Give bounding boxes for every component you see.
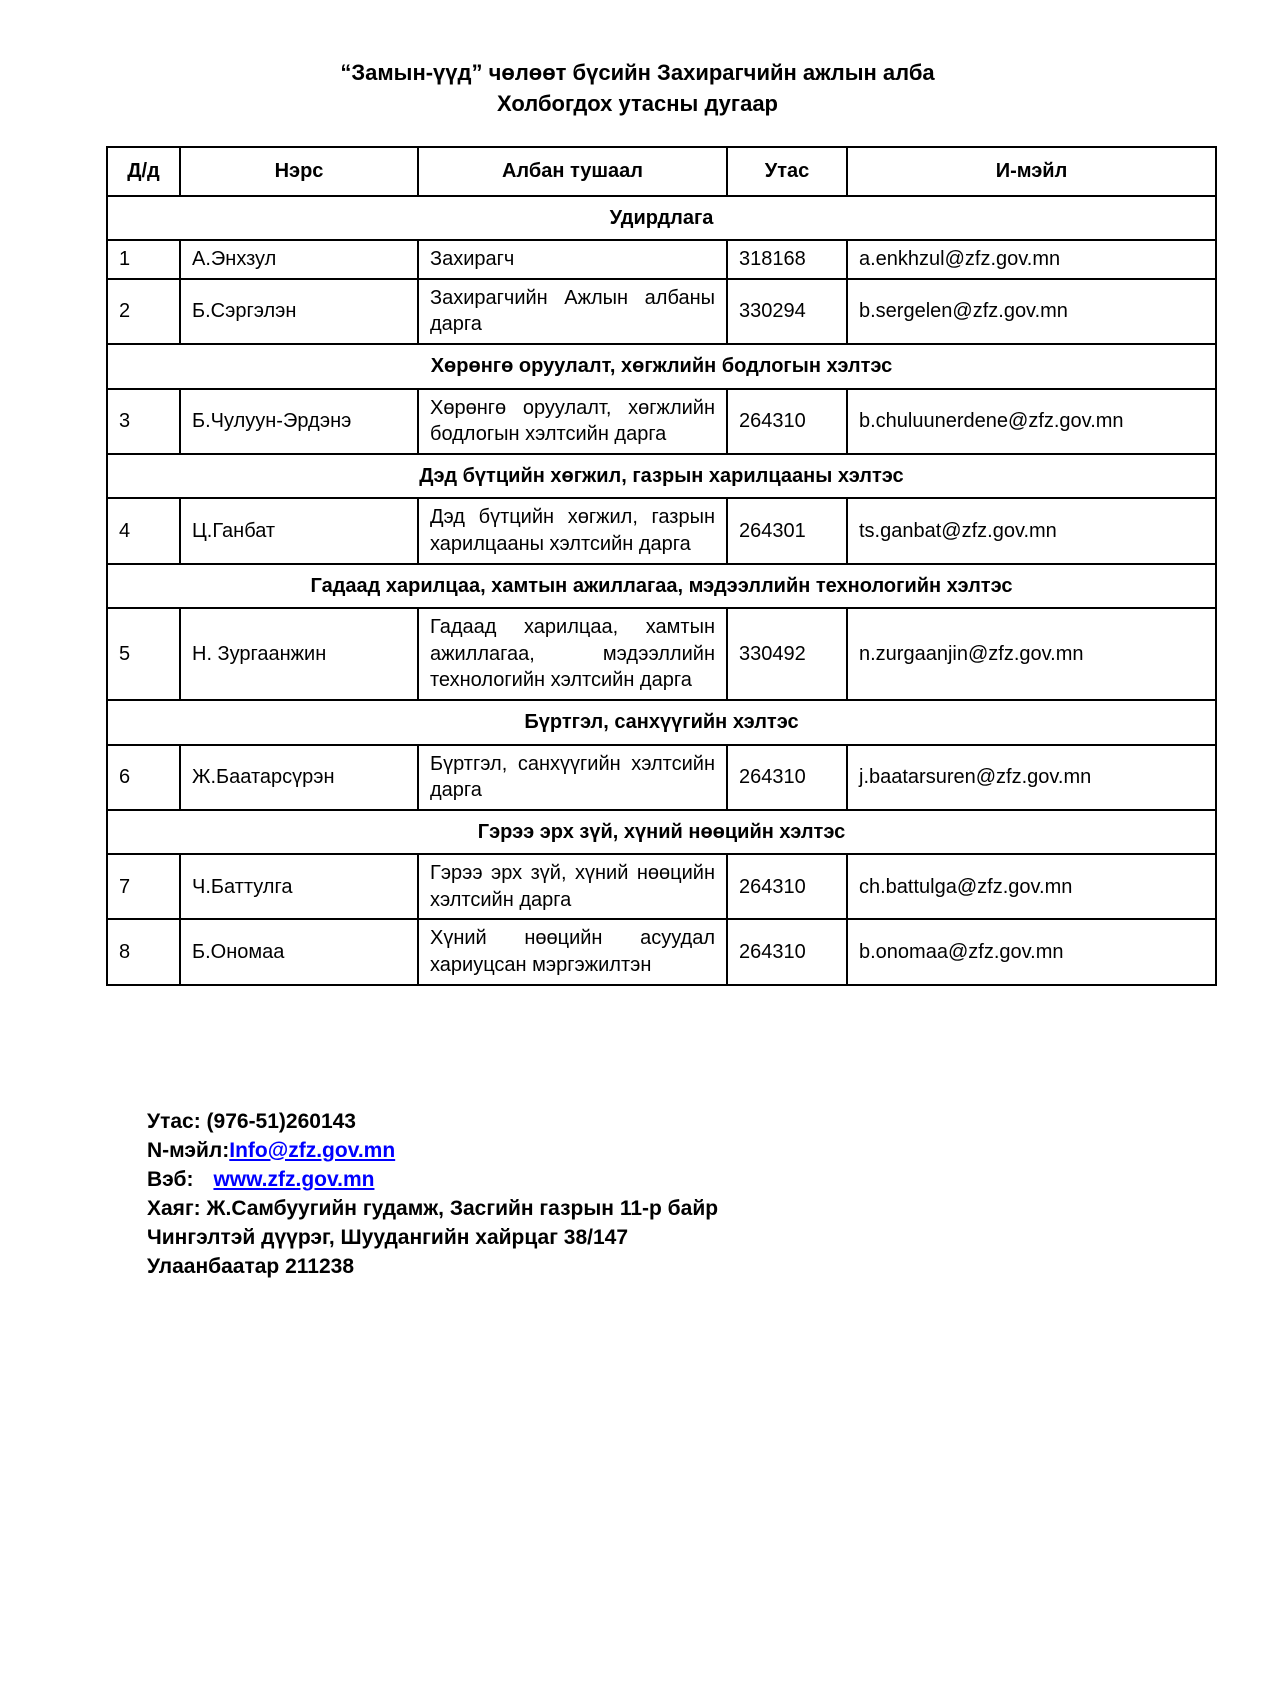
phone-cell: 264310: [727, 919, 847, 984]
email-cell: j.baatarsuren@zfz.gov.mn: [847, 745, 1216, 810]
position-cell: Гэрээ эрх зүй, хүний нөөцийн хэлтсийн дарга: [418, 854, 727, 919]
section-header: Удирдлага: [107, 196, 1216, 241]
position-cell: Захирагч: [418, 240, 727, 279]
name-cell: Б.Чулуун-Эрдэнэ: [180, 389, 418, 454]
position-cell: Гадаад харилцаа, хамтын ажиллагаа, мэдээллийн технологийн хэлтсийн дарга: [418, 608, 727, 700]
table-row: [107, 854, 1216, 919]
table-header-row: [107, 147, 1216, 196]
footer-web-line: [147, 1166, 1275, 1195]
page-title: [0, 58, 1275, 120]
name-cell: Б.Ономаа: [180, 919, 418, 984]
section-header: Хөрөнгө оруулалт, хөгжлийн бодлогын хэлтэс: [107, 344, 1216, 389]
section-header-row: [107, 344, 1216, 389]
footer-address-line-3: Улаанбаатар 211238: [147, 1254, 354, 1278]
column-header-position: Албан тушаал: [418, 147, 727, 196]
section-header: Бүртгэл, санхүүгийн хэлтэс: [107, 700, 1216, 745]
column-header-name: Нэрс: [180, 147, 418, 196]
position-cell: Хөрөнгө оруулалт, хөгжлийн бодлогын хэлтсийн дарга: [418, 389, 727, 454]
section-header: Гэрээ эрх зүй, хүний нөөцийн хэлтэс: [107, 810, 1216, 855]
table-row: [107, 498, 1216, 563]
phone-cell: 330492: [727, 608, 847, 700]
phone-cell: 264301: [727, 498, 847, 563]
section-header-row: [107, 564, 1216, 609]
section-header-row: [107, 196, 1216, 241]
phone-cell: 264310: [727, 745, 847, 810]
phone-cell: 318168: [727, 240, 847, 279]
column-header-no: Д/д: [107, 147, 180, 196]
position-cell: Бүртгэл, санхүүгийн хэлтсийн дарга: [418, 745, 727, 810]
row-number-cell: 6: [107, 745, 180, 810]
row-number-cell: 8: [107, 919, 180, 984]
row-number-cell: 1: [107, 240, 180, 279]
email-cell: b.onomaa@zfz.gov.mn: [847, 919, 1216, 984]
contacts-table: [106, 146, 1217, 986]
footer-email-line: [147, 1137, 1275, 1166]
row-number-cell: 4: [107, 498, 180, 563]
name-cell: Ж.Баатарсүрэн: [180, 745, 418, 810]
page-title-line2: Холбогдох утасны дугаар: [497, 90, 778, 116]
footer-web-link[interactable]: www.zfz.gov.mn: [213, 1167, 375, 1191]
section-header-row: [107, 454, 1216, 499]
section-header: Гадаад харилцаа, хамтын ажиллагаа, мэдээллийн технологийн хэлтэс: [107, 564, 1216, 609]
email-cell: a.enkhzul@zfz.gov.mn: [847, 240, 1216, 279]
row-number-cell: 3: [107, 389, 180, 454]
email-cell: ch.battulga@zfz.gov.mn: [847, 854, 1216, 919]
row-number-cell: 7: [107, 854, 180, 919]
column-header-email: И-мэйл: [847, 147, 1216, 196]
table-row: [107, 389, 1216, 454]
name-cell: Н. Зургаанжин: [180, 608, 418, 700]
footer-email-link[interactable]: Info@zfz.gov.mn: [229, 1138, 396, 1162]
position-cell: Хүний нөөцийн асуудал хариуцсан мэргэжилтэн: [418, 919, 727, 984]
table-row: [107, 608, 1216, 700]
footer-contact-block: [147, 1108, 1275, 1282]
name-cell: Б.Сэргэлэн: [180, 279, 418, 344]
section-header-row: [107, 700, 1216, 745]
position-cell: Захирагчийн Ажлын албаны дарга: [418, 279, 727, 344]
footer-email-label: N-мэйл:: [147, 1138, 230, 1162]
footer-web-label: Вэб:: [147, 1167, 194, 1191]
phone-cell: 264310: [727, 854, 847, 919]
page-title-line1: “Замын-үүд” чөлөөт бүсийн Захирагчийн ажлын алба: [340, 60, 935, 85]
section-header-row: [107, 810, 1216, 855]
row-number-cell: 5: [107, 608, 180, 700]
table-row: [107, 745, 1216, 810]
table-row: [107, 919, 1216, 984]
table-row: [107, 279, 1216, 344]
name-cell: Ч.Баттулга: [180, 854, 418, 919]
name-cell: А.Энхзул: [180, 240, 418, 279]
email-cell: b.chuluunerdene@zfz.gov.mn: [847, 389, 1216, 454]
footer-address-line-1: Хаяг: Ж.Самбуугийн гудамж, Засгийн газрын 11-р байр: [147, 1196, 719, 1220]
email-cell: b.sergelen@zfz.gov.mn: [847, 279, 1216, 344]
phone-cell: 264310: [727, 389, 847, 454]
email-cell: n.zurgaanjin@zfz.gov.mn: [847, 608, 1216, 700]
table-row: [107, 240, 1216, 279]
section-header: Дэд бүтцийн хөгжил, газрын харилцааны хэлтэс: [107, 454, 1216, 499]
email-cell: ts.ganbat@zfz.gov.mn: [847, 498, 1216, 563]
phone-cell: 330294: [727, 279, 847, 344]
footer-address-line-2: Чингэлтэй дүүрэг, Шуудангийн хайрцаг 38/147: [147, 1225, 629, 1249]
position-cell: Дэд бүтцийн хөгжил, газрын харилцааны хэлтсийн дарга: [418, 498, 727, 563]
row-number-cell: 2: [107, 279, 180, 344]
column-header-phone: Утас: [727, 147, 847, 196]
name-cell: Ц.Ганбат: [180, 498, 418, 563]
footer-phone-line: Утас: (976-51)260143: [147, 1109, 356, 1133]
